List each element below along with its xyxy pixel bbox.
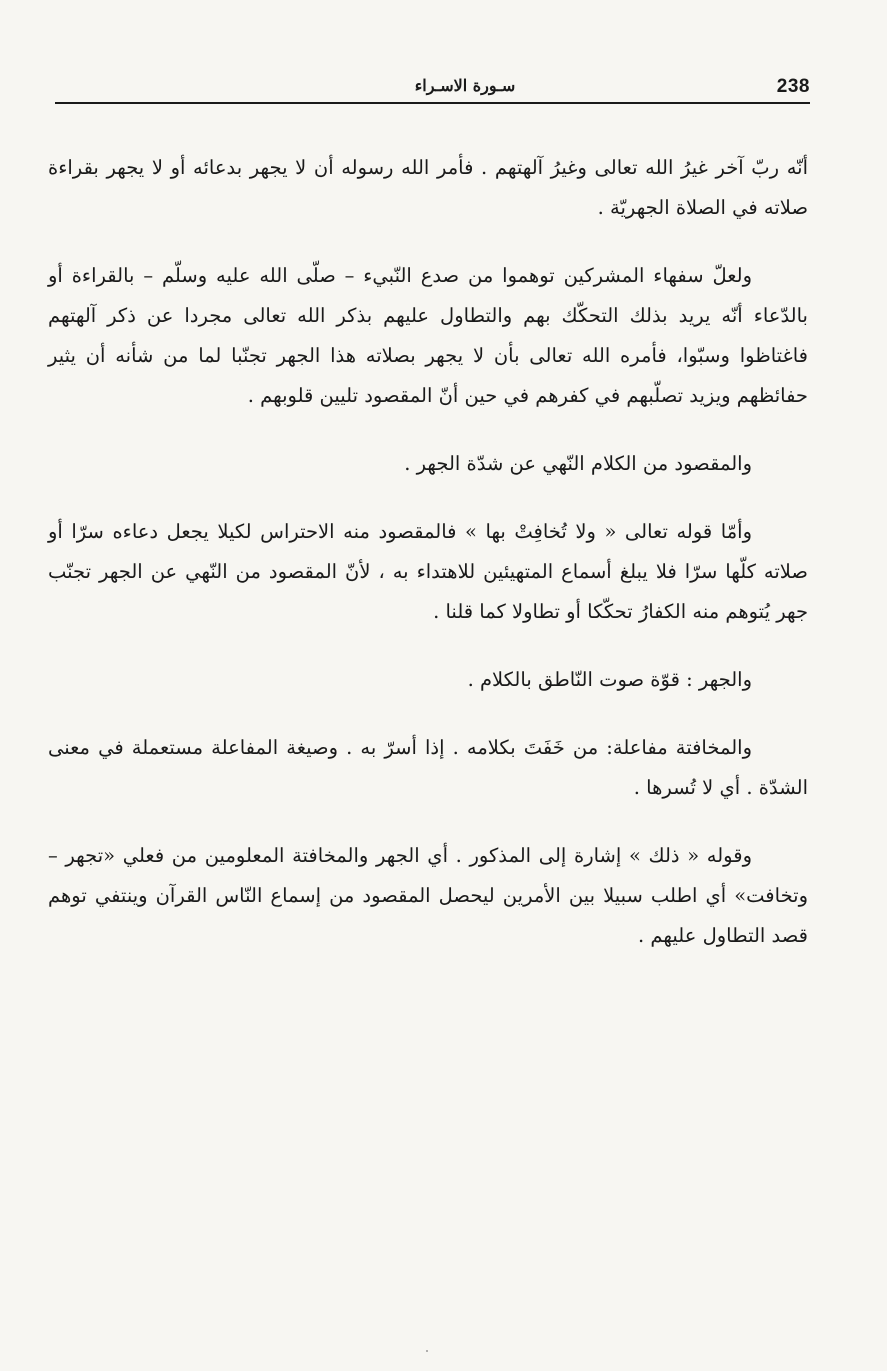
running-head: سـورة الاسـراء — [414, 76, 516, 95]
paragraph-7: وقوله « ذلك » إشارة إلى المذكور . أي الجهر والمخافتة المعلومين من فعلي «تجهر – وتخافت» أي اطلب سبيلا بين الأمرين ليحصل المقصود من إسماع النّاس القرآن وينتفي توهم قصد التطاول عليهم . — [48, 844, 808, 947]
page-header — [55, 70, 810, 104]
paragraph-5: والجهر : قوّة صوت النّاطق بالكلام . — [467, 668, 752, 691]
paragraph-6: والمخافتة مفاعلة: من خَفَتَ بكلامه . إذا أسرّ به . وصيغة المفاعلة مستعملة في معنى الشدّة . أي لا تُسرها . — [48, 736, 808, 799]
paragraph-1: أنّه ربّ آخر غيرُ الله تعالى وغيرُ آلهتهم . فأمر الله رسوله أن لا يجهر بدعائه أو لا يجهر بقراءة صلاته في الصلاة الجهريّة . — [48, 156, 808, 219]
header-rule — [55, 102, 810, 104]
scan-speck — [426, 1350, 428, 1352]
paragraph-3: والمقصود من الكلام النّهي عن شدّة الجهر . — [404, 452, 752, 475]
page-number: 238 — [776, 76, 810, 97]
paragraph-4: وأمّا قوله تعالى « ولا تُخافِتْ بها » فالمقصود منه الاحتراس لكيلا يجعل دعاءه سرّا أو صلاته كلّها سرّا فلا يبلغ أسماع المتهيئين للاهتداء به ، لأنّ المقصود من النّهي عن الجهر تجنّب جهر يُتوهم منه الكفارُ تحكّكا أو تطاولا كما قلنا . — [48, 520, 808, 623]
body-text — [48, 148, 808, 984]
paragraph-2: ولعلّ سفهاء المشركين توهموا من صدع النّبيء – صلّى الله عليه وسلّم – بالقراءة أو بالدّعاء أنّه يريد بذلك التحكّك بهم والتطاول عليهم بذكر الله تعالى مجردا عن ذكر آلهتهم فاغتاظوا وسبّوا، فأمره الله تعالى بأن لا يجهر بصلاته هذا الجهر تجنّبا لما من شأنه أن يثير حفائظهم ويزيد تصلّبهم في كفرهم في حين أنّ المقصود تليين قلوبهم . — [48, 264, 808, 407]
